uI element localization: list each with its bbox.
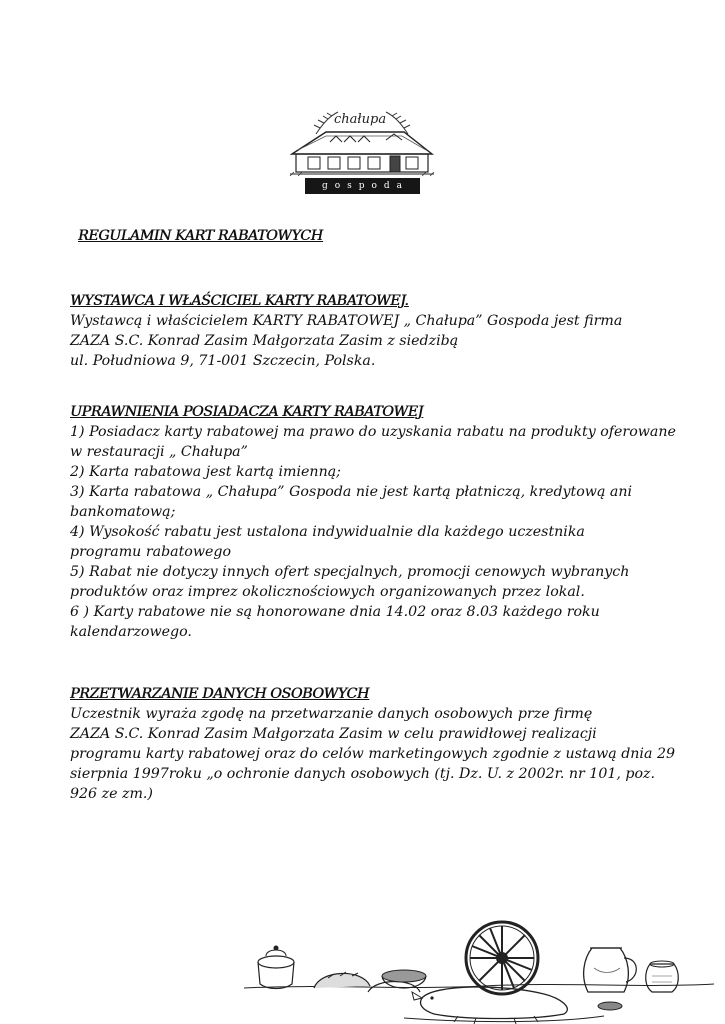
paragraph-line: produktów oraz imprez okolicznościowych organizowanych przez lokal. bbox=[70, 584, 585, 600]
section-issuer bbox=[70, 291, 680, 371]
logo-script-name: chałupa bbox=[334, 112, 387, 127]
paragraph-line: 3) Karta rabatowa „ Chałupa” Gospoda nie jest kartą płatniczą, kredytową ani bbox=[70, 484, 633, 500]
paragraph-line: 4) Wysokość rabatu jest ustalona indywidualnie dla każdego uczestnika bbox=[70, 524, 585, 540]
paragraph-line: kalendarzowego. bbox=[70, 624, 192, 640]
paragraph-line: 5) Rabat nie dotyczy innych ofert specjalnych, promocji cenowych wybranych bbox=[70, 564, 630, 580]
section-personal-data bbox=[70, 684, 680, 804]
paragraph-line: 926 ze zm.) bbox=[70, 786, 153, 802]
paragraph-line: programu karty rabatowej oraz do celów marketingowych zgodnie z ustawą dnia 29 bbox=[70, 746, 675, 762]
paragraph-line: Uczestnik wyraża zgodę na przetwarzanie danych osobowych prze firmę bbox=[70, 706, 593, 722]
section-heading: PRZETWARZANIE DANYCH OSOBOWYCH bbox=[70, 686, 369, 702]
paragraph-line: bankomatową; bbox=[70, 504, 176, 520]
paragraph-line: 2) Karta rabatowa jest kartą imienną; bbox=[70, 464, 341, 480]
paragraph-line: ul. Południowa 9, 71-001 Szczecin, Polska. bbox=[70, 353, 376, 369]
paragraph-line: Wystawcą i właścicielem KARTY RABATOWEJ „ Chałupa” Gospoda jest firma bbox=[70, 313, 623, 329]
pot-icon bbox=[258, 946, 294, 989]
bowl-icon bbox=[382, 970, 426, 988]
paragraph-line: programu rabatowego bbox=[70, 544, 232, 560]
rustic-still-life-illustration bbox=[244, 918, 714, 1024]
paragraph-line: ZAZA S.C. Konrad Zasim Małgorzata Zasim z siedzibą bbox=[70, 333, 459, 349]
jar-icon bbox=[646, 961, 679, 992]
paragraph-line: w restauracji „ Chałupa” bbox=[70, 444, 248, 460]
document-title: REGULAMIN KART RABATOWYCH bbox=[78, 228, 323, 244]
restaurant-logo bbox=[286, 104, 438, 196]
section-heading: UPRAWNIENIA POSIADACZA KARTY RABATOWEJ bbox=[70, 404, 423, 420]
cup-icon bbox=[598, 1002, 622, 1010]
paragraph-line: 1) Posiadacz karty rabatowej ma prawo do uzyskania rabatu na produkty oferowane bbox=[70, 424, 676, 440]
paragraph-line: sierpnia 1997roku „o ochronie danych osobowych (tj. Dz. U. z 2002r. nr 101, poz. bbox=[70, 766, 656, 782]
section-holder-rights bbox=[70, 402, 680, 642]
paragraph-line: ZAZA S.C. Konrad Zasim Małgorzata Zasim w celu prawidłowej realizacji bbox=[70, 726, 597, 742]
logo-band: gospoda bbox=[305, 178, 420, 194]
wagon-wheel-icon bbox=[466, 922, 538, 994]
section-heading: WYSTAWCA I WŁAŚCICIEL KARTY RABATOWEJ. bbox=[70, 293, 409, 309]
paragraph-line: 6 ) Karty rabatowe nie są honorowane dnia 14.02 oraz 8.03 każdego roku bbox=[70, 604, 600, 620]
